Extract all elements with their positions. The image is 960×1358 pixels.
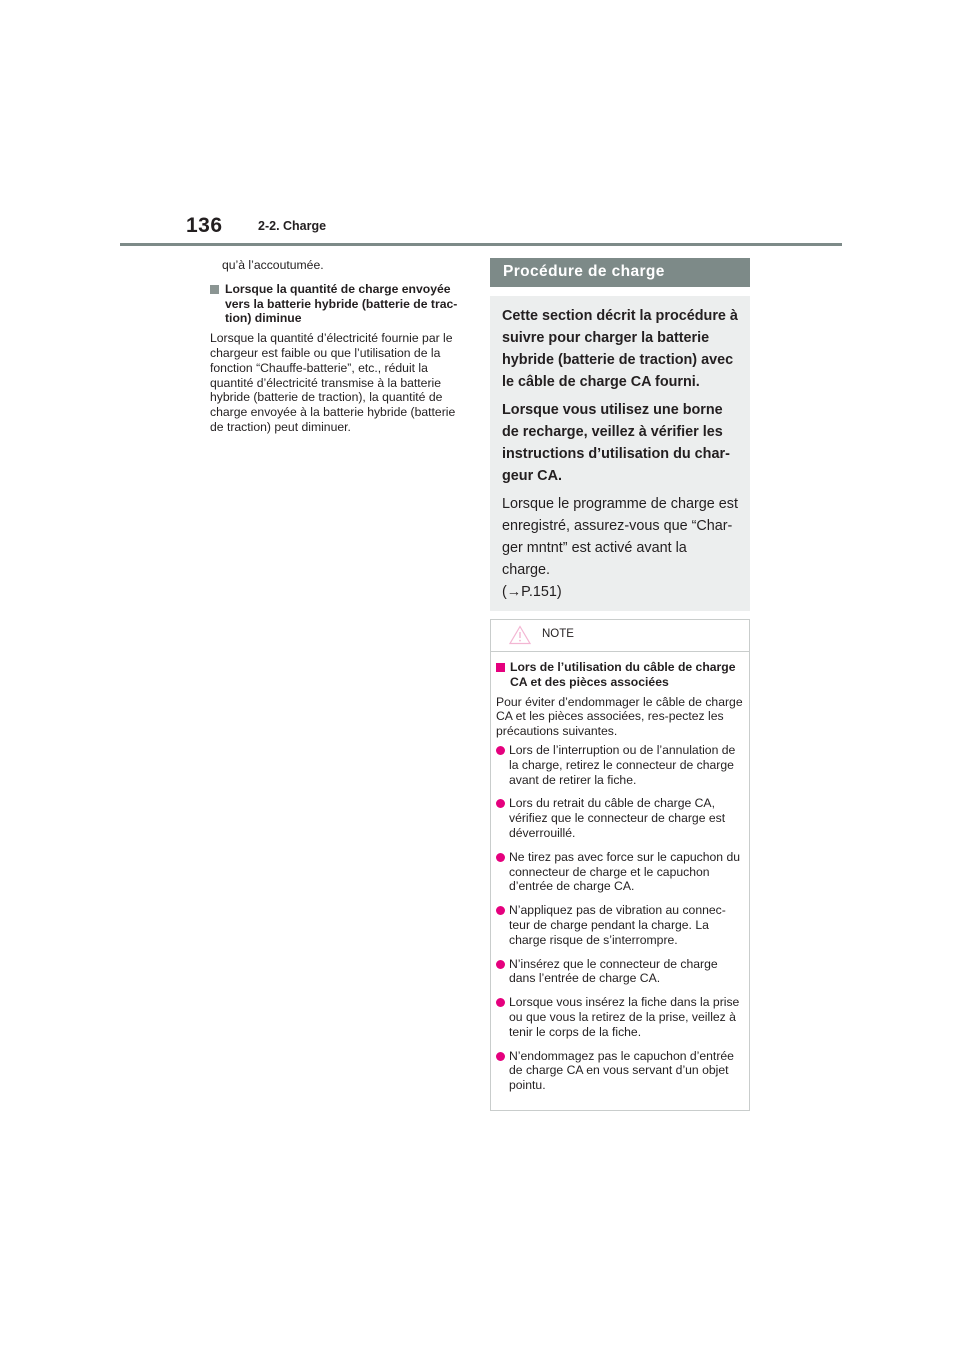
left-subheading-text: Lorsque la quantité de charge envoyée vers la batterie hybride (batterie de trac-tion) diminue bbox=[225, 281, 458, 326]
bullet-dot-icon bbox=[496, 960, 505, 969]
note-intro: Pour éviter d’endommager le câble de charge CA et les pièces associées, res-pectez les précautions suivantes. bbox=[496, 694, 743, 739]
note-list-item bbox=[496, 850, 744, 894]
note-item-text: N’insérez que le connecteur de charge dans l’entrée de charge CA. bbox=[509, 956, 718, 986]
note-list-item bbox=[496, 796, 744, 840]
left-subheading bbox=[210, 282, 470, 326]
warning-triangle-icon bbox=[509, 625, 531, 645]
square-bullet-icon bbox=[496, 663, 505, 672]
procedure-paragraph-1: Cette section décrit la procédure à suivre pour charger la batterie hybride (batterie de traction) avec le câble de charge CA fourni. bbox=[502, 308, 738, 390]
note-list-item bbox=[496, 957, 744, 987]
procedure-page-reference: (→P.151) bbox=[502, 584, 562, 600]
left-column bbox=[210, 258, 470, 435]
continuation-text: qu’à l’accoutumée. bbox=[222, 258, 324, 272]
note-box bbox=[490, 619, 750, 1111]
bullet-dot-icon bbox=[496, 998, 505, 1007]
square-bullet-icon bbox=[210, 285, 219, 294]
bullet-dot-icon bbox=[496, 799, 505, 808]
header-rule bbox=[120, 243, 842, 246]
bullet-dot-icon bbox=[496, 746, 505, 755]
note-list-item bbox=[496, 903, 744, 947]
note-item-text: Lors du retrait du câble de charge CA, vérifiez que le connecteur de charge est déverrouillé. bbox=[509, 796, 726, 840]
note-subheading bbox=[496, 660, 744, 690]
left-body-text: Lorsque la quantité d’électricité fournie par le chargeur est faible ou que l’utilisation de la fonction “Chauffe-batterie”, etc., réduit la quantité d’électricité transmise à la batterie hybride (batterie de traction), la quantité de charge envoyée à la batterie hybride (batterie de traction) peut diminuer. bbox=[210, 331, 456, 434]
note-item-text: Lors de l’interruption ou de l’annulation de la charge, retirez le connecteur de charge avant de retirer la fiche. bbox=[509, 742, 736, 787]
note-list-item bbox=[496, 1049, 744, 1093]
note-item-text: Lorsque vous insérez la fiche dans la prise ou que vous la retirez de la prise, veillez à tenir le corps de la fiche. bbox=[509, 995, 740, 1039]
note-item-text: Ne tirez pas avec force sur le capuchon du connecteur de charge et le capuchon d’entrée de charge CA. bbox=[509, 849, 741, 894]
procedure-paragraph-3: Lorsque le programme de charge est enregistré, assurez-vous que “Char-ger mntnt” est activé avant la charge. bbox=[502, 496, 738, 578]
bullet-dot-icon bbox=[496, 906, 505, 915]
procedure-title: Procédure de charge bbox=[490, 258, 750, 287]
bullet-dot-icon bbox=[496, 853, 505, 862]
procedure-box bbox=[490, 296, 750, 611]
note-header bbox=[491, 620, 749, 652]
right-column bbox=[490, 258, 750, 1111]
note-subheading-text: Lors de l’utilisation du câble de charge CA et des pièces associées bbox=[510, 660, 736, 689]
bullet-dot-icon bbox=[496, 1052, 505, 1061]
note-list-item bbox=[496, 995, 744, 1039]
section-title: 2-2. Charge bbox=[258, 219, 327, 233]
note-item-text: N’endommagez pas le capuchon d’entrée de charge CA en vous servant d’un objet pointu. bbox=[509, 1048, 734, 1093]
note-body bbox=[491, 652, 749, 1093]
procedure-paragraph-2: Lorsque vous utilisez une borne de recharge, veillez à vérifier les instructions d’utilisation du char-geur CA. bbox=[502, 402, 730, 484]
page-number: 136 bbox=[186, 214, 223, 237]
note-label: NOTE bbox=[542, 628, 574, 640]
note-list-item bbox=[496, 743, 744, 787]
note-item-text: N’appliquez pas de vibration au connec-teur de charge pendant la charge. La charge risque de s’interrompre. bbox=[509, 903, 726, 947]
